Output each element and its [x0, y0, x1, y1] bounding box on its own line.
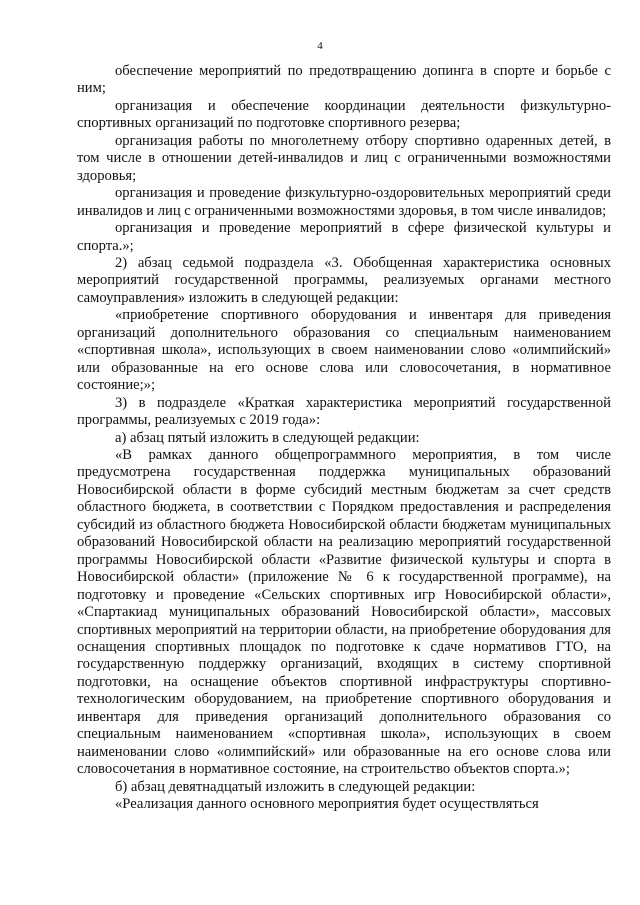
paragraph-coordination: организация и обеспечение координации деятельности физкультурно-спортивных организаций по подготовке спортивного резерва; [77, 97, 611, 132]
page-number: 4 [317, 40, 323, 52]
paragraph-item-3a: а) абзац пятый изложить в следующей редакции: [115, 429, 420, 446]
paragraph-item-3: 3) в подразделе «Краткая характеристика мероприятий государственной программы, реализуемых с 2019 года»: [77, 394, 611, 429]
paragraph-subsidies: «В рамках данного общепрограммного мероприятия, в том числе предусмотрена государственная поддержка муниципальных образований Новосибирской области в форме субсидий местным бюджетам за счет средств областного бюджета, в соответствии с Порядком предоставления и распределения субсидий из областного бюджета Новосибирской области бюджетам муниципальных образований Новосибирской области на реализацию мероприятий государственной программы Новосибирской области «Развитие физической культуры и спорта в Новосибирской области» (приложение № 6 к государственной программе), на подготовку и проведение «Сельских спортивных игр Новосибирской области», «Спартакиад муниципальных образований Новосибирской области», массовых спортивных мероприятий на территории области, на приобретение оборудования для оснащения спортивных площадок по подготовке к сдаче нормативов ГТО, на государственную поддержку организаций, входящих в систему спортивной подготовки, на оснащение объектов спортивной инфраструктуры спортивно-технологическим оборудованием, на приобретение спортивного оборудования и инвентаря для приведения организаций дополнительного образования со специальным наименованием «спортивная школа», использующих в своем наименовании слово «олимпийский» или образованные на его основе слова или словосочетания в нормативное состояние, на строительство объектов спорта.»; [77, 446, 611, 778]
paragraph-disabled-events: организация и проведение физкультурно-оздоровительных мероприятий среди инвалидов и лиц с ограниченными возможностями здоровья, в том числе инвалидов; [77, 185, 611, 219]
paragraph-doping-prevention: обеспечение мероприятий по предотвращению допинга в спорте и борьбе с ним; [77, 63, 611, 97]
document-body [77, 63, 611, 813]
paragraph-talent-selection: организация работы по многолетнему отбору спортивно одаренных детей, в том числе в отношении детей-инвалидов и лиц с ограниченными возможностями здоровья; [77, 132, 611, 184]
paragraph-implementation: «Реализация данного основного мероприятия будет осуществляться [115, 796, 539, 813]
paragraph-item-3b: б) абзац девятнадцатый изложить в следующей редакции: [115, 778, 476, 795]
paragraph-sport-events: организация и проведение мероприятий в сфере физической культуры и спорта.»; [77, 220, 611, 254]
paragraph-equipment-purchase: «приобретение спортивного оборудования и инвентаря для приведения организаций дополнительного образования со специальным наименованием «спортивная школа», использующих в своем наименовании слово «олимпийский» или образованные на его основе слова или словосочетания, в нормативное состояние;»; [77, 307, 611, 394]
paragraph-item-2: 2) абзац седьмой подраздела «3. Обобщенная характеристика основных мероприятий государственной программы, реализуемых органами местного самоуправления» изложить в следующей редакции: [77, 254, 611, 306]
